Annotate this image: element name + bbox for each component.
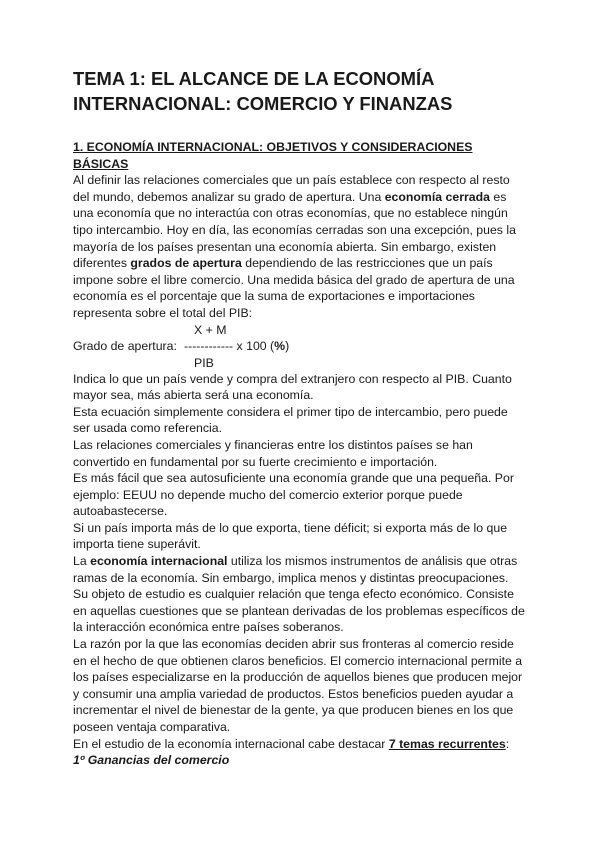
document-body <box>73 172 526 769</box>
paragraph: Indica lo que un país vende y compra del extranjero con respecto al PIB. Cuanto mayor sea, más abierta será una economía. <box>73 371 512 403</box>
formula-label: Grado de apertura: <box>73 339 177 354</box>
paragraph: La razón por la que las economías deciden abrir sus fronteras al comercio reside en el hecho de que obtienen claros beneficios. El comercio internacional permite a los países especializarse en la producción de aquellos bienes que producen mejor y consumir una amplia variedad de productos. Estos beneficios pueden ayudar a incrementar el nivel de bienestar de la gente, ya que producen bienes en los que poseen ventaja comparativa. <box>73 637 523 734</box>
openness-formula <box>73 322 526 371</box>
formula-fraction: ------------ x 100 (%) <box>184 339 290 354</box>
formula-denominator: PIB <box>194 355 214 370</box>
formula-numerator: X + M <box>194 322 227 337</box>
paragraph-international-economy: La economía internacional utiliza los mismos instrumentos de análisis que otras ramas de la economía. Sin embargo, implica menos y distintas preocupaciones. <box>73 554 518 585</box>
term-recurring-topics: 7 temas recurrentes <box>388 736 506 751</box>
document-title <box>73 66 526 116</box>
paragraph: Su objeto de estudio es cualquier relación que tenga efecto económico. Consiste en aquellas cuestiones que se plantean derivadas de los problemas específicos de la interacción económica entre países soberanos. <box>73 587 525 635</box>
title-line-2: INTERNACIONAL: COMERCIO Y FINANZAS <box>73 93 453 114</box>
section-heading: 1. ECONOMÍA INTERNACIONAL: OBJETIVOS Y CONSIDERACIONES BÁSICAS <box>73 140 473 171</box>
term-openness-degrees: grados de apertura <box>130 256 242 271</box>
paragraph: Las relaciones comerciales y financieras entre los distintos países se han convertido en fundamental por su fuerte crecimiento e importación. <box>73 437 473 469</box>
paragraph-recurring-topics: En el estudio de la economía internacional cabe destacar 7 temas recurrentes: <box>73 736 510 751</box>
subheading-trade-gains: 1º Ganancias del comercio <box>73 753 230 768</box>
paragraph-open-economy: Al definir las relaciones comerciales que un país establece con respecto al resto del mundo, debemos analizar su grado de apertura. Una economía cerrada es una economía que no interactúa con otras economías, que no establece ningún tipo intercambio. Hoy en día, las economías cerradas son una excepción, pues la mayoría de los países presentan una economía abierta. Sin embargo, existen diferentes grados de apertura dependiendo de las restricciones que un país impone sobre el libre comercio. Una medida básica del grado de apertura de una economía es el porcentaje que la suma de exportaciones e importaciones representa sobre el total del PIB: <box>73 173 516 320</box>
paragraph: Esta ecuación simplemente considera el primer tipo de intercambio, pero puede ser usada como referencia. <box>73 404 508 436</box>
title-line-1: TEMA 1: EL ALCANCE DE LA ECONOMÍA <box>73 68 435 89</box>
formula-percent: % <box>274 339 286 354</box>
paragraph: Es más fácil que sea autosuficiente una economía grande que una pequeña. Por ejemplo: EEUU no depende mucho del comercio exterior porque puede autoabastecerse. <box>73 471 514 519</box>
term-closed-economy: economía cerrada <box>384 189 490 204</box>
term-international-economy: economía internacional <box>90 554 228 569</box>
paragraph: Si un país importa más de lo que exporta, tiene déficit; si exporta más de lo que importa tiene superávit. <box>73 520 508 552</box>
